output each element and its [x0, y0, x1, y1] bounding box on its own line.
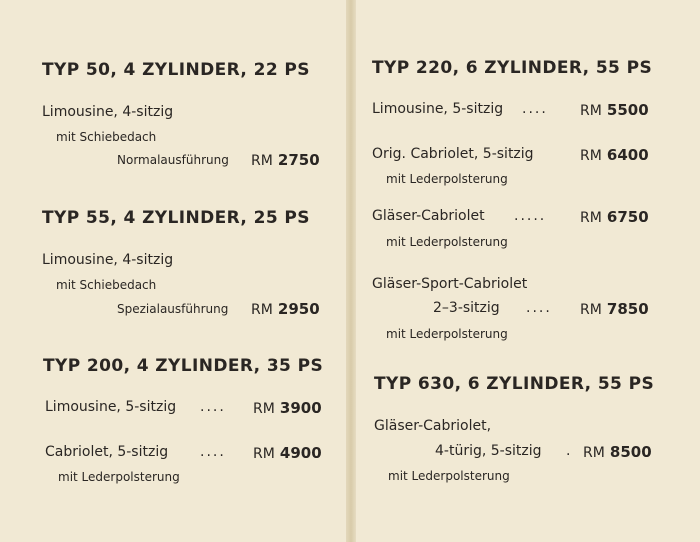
typ630-glaeser-cabriolet-price [583, 442, 652, 461]
currency-label: RM [251, 153, 273, 169]
typ220-limousine-price [580, 100, 649, 119]
typ220-orig-cabriolet-note: mit Lederpolsterung [386, 172, 508, 186]
typ220-glaeser-cabriolet-price [580, 207, 649, 226]
typ220-orig-cabriolet-model: Orig. Cabriolet, 5-sitzig [372, 146, 534, 162]
typ220-glaeser-cabriolet-model: Gläser-Cabriolet [372, 208, 485, 224]
leader-dots: ..... [514, 208, 547, 224]
typ50-price [251, 150, 320, 169]
currency-label: RM [580, 210, 602, 226]
typ220-heading: TYP 220, 6 ZYLINDER, 55 PS [372, 58, 653, 78]
price-value: 2950 [277, 300, 320, 318]
typ55-variant: Spezialausführung [117, 302, 229, 316]
leader-dots: .... [526, 300, 552, 316]
typ50-feature: mit Schiebedach [56, 130, 157, 144]
currency-label: RM [253, 401, 275, 417]
typ200-limousine-price [253, 398, 322, 417]
currency-label: RM [251, 302, 273, 318]
typ220-glaeser-cabriolet-note: mit Lederpolsterung [386, 235, 508, 249]
typ200-limousine-model: Limousine, 5-sitzig [45, 399, 177, 415]
page-fold [346, 0, 356, 542]
typ220-sport-cabriolet-model: Gläser-Sport-Cabriolet [372, 276, 528, 292]
typ50-variant: Normalausführung [117, 153, 229, 167]
typ220-orig-cabriolet-price [580, 145, 649, 164]
typ55-price [251, 299, 320, 318]
price-value: 5500 [606, 101, 649, 119]
leader-dots: .... [200, 399, 226, 415]
typ50-heading: TYP 50, 4 ZYLINDER, 22 PS [42, 60, 310, 80]
typ200-heading: TYP 200, 4 ZYLINDER, 35 PS [43, 356, 324, 376]
typ50-model: Limousine, 4-sitzig [42, 104, 174, 120]
typ200-cabriolet-model: Cabriolet, 5-sitzig [45, 444, 169, 460]
typ220-sport-cabriolet-note: mit Lederpolsterung [386, 327, 508, 341]
typ200-cabriolet-price [253, 443, 322, 462]
typ220-sport-cabriolet-price [580, 299, 649, 318]
typ220-sport-cabriolet-seats: 2–3-sitzig [433, 300, 500, 316]
price-value: 6750 [606, 208, 649, 226]
leader-dots: .... [522, 101, 548, 117]
typ630-heading: TYP 630, 6 ZYLINDER, 55 PS [374, 374, 655, 394]
currency-label: RM [580, 103, 602, 119]
price-value: 2750 [277, 151, 320, 169]
price-value: 6400 [606, 146, 649, 164]
leader-dots: .... [200, 444, 226, 460]
typ200-cabriolet-note: mit Lederpolsterung [58, 470, 180, 484]
price-value: 3900 [279, 399, 322, 417]
leader-dots: . [566, 443, 573, 459]
typ630-glaeser-cabriolet-model: Gläser-Cabriolet, [374, 418, 492, 434]
price-value: 7850 [606, 300, 649, 318]
typ630-glaeser-cabriolet-seats: 4-türig, 5-sitzig [435, 443, 542, 459]
currency-label: RM [253, 446, 275, 462]
price-value: 8500 [609, 443, 652, 461]
typ55-model: Limousine, 4-sitzig [42, 252, 174, 268]
typ55-feature: mit Schiebedach [56, 278, 157, 292]
typ220-limousine-model: Limousine, 5-sitzig [372, 101, 504, 117]
typ630-glaeser-cabriolet-note: mit Lederpolsterung [388, 469, 510, 483]
currency-label: RM [580, 302, 602, 318]
currency-label: RM [580, 148, 602, 164]
currency-label: RM [583, 445, 605, 461]
price-value: 4900 [279, 444, 322, 462]
typ55-heading: TYP 55, 4 ZYLINDER, 25 PS [42, 208, 310, 228]
